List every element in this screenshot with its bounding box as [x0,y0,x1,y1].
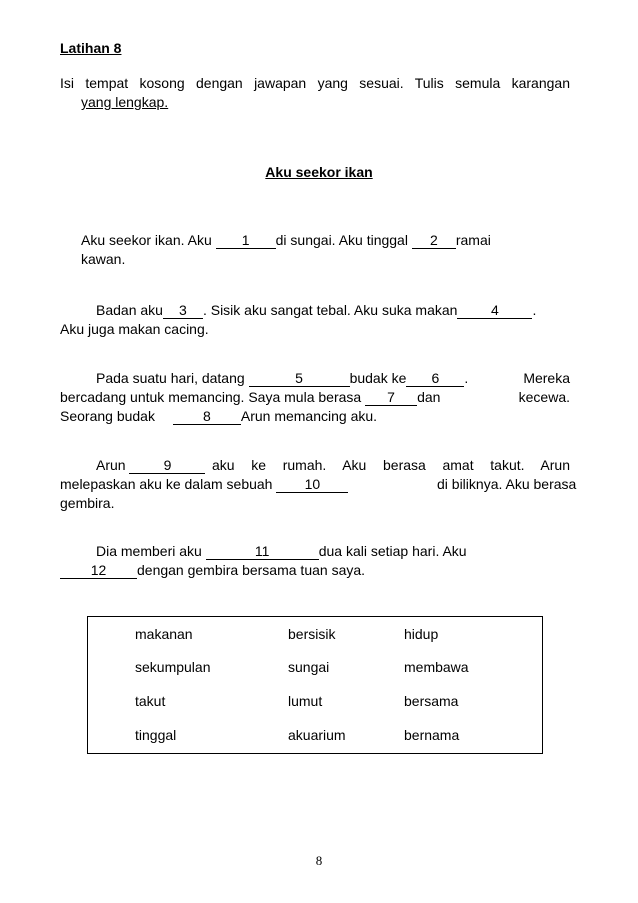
blank-9[interactable]: 9 [129,457,205,474]
word-cell: akuarium [288,727,346,743]
paragraph-4-line-1: Arun 9 aku ke rumah. Aku berasa amat takut. Arun [96,457,570,473]
word-cell: lumut [288,693,323,709]
blank-4[interactable]: 4 [457,302,532,319]
blank-12[interactable]: 12 [60,562,137,579]
word-cell: hidup [404,626,439,642]
essay-title: Aku seekor ikan [265,164,373,180]
blank-8[interactable]: 8 [173,408,241,425]
word-cell: sungai [288,659,330,675]
paragraph-5-line-1: Dia memberi aku 11 dua kali setiap hari. Aku [96,543,467,559]
blank-6[interactable]: 6 [406,370,464,387]
word-bank-box [87,616,543,754]
paragraph-2-line-2: Aku juga makan cacing. [60,321,209,337]
word-cell: bersisik [288,626,336,642]
word-cell: membawa [404,659,469,675]
word-cell: tinggal [135,727,177,743]
blank-3[interactable]: 3 [163,302,203,319]
word-cell: makanan [135,626,193,642]
word-cell: bernama [404,727,460,743]
blank-11[interactable]: 11 [206,543,319,560]
paragraph-2-line-1: Badan aku 3 . Sisik aku sangat tebal. Aku suka makan 4 . [96,302,537,318]
blank-7[interactable]: 7 [365,389,417,406]
instruction-line-1: Isi tempat kosong dengan jawapan yang sesuai. Tulis semula karangan [60,75,570,91]
word-cell: bersama [404,693,459,709]
blank-10[interactable]: 10 [276,476,348,493]
exercise-heading: Latihan 8 [60,40,122,56]
blank-2[interactable]: 2 [412,232,456,249]
paragraph-1-line-1: Aku seekor ikan. Aku 1 di sungai. Aku tinggal 2 ramai [81,232,491,248]
word-cell: takut [135,693,166,709]
paragraph-4-line-3: gembira. [60,495,115,511]
blank-1[interactable]: 1 [216,232,276,249]
word-cell: sekumpulan [135,659,211,675]
paragraph-3-line-2: bercadang untuk memancing. Saya mula berasa 7 dan kecewa. [60,389,570,405]
paragraph-1-line-2: kawan. [81,251,126,267]
paragraph-3-line-3: Seorang budak 8 Arun memancing aku. [60,408,378,424]
paragraph-3-line-1: Pada suatu hari, datang 5 budak ke 6 . Mereka [96,370,570,386]
blank-5[interactable]: 5 [249,370,350,387]
page-number: 8 [315,853,323,868]
paragraph-4-line-2: melepaskan aku ke dalam sebuah 10 di biliknya. Aku berasa [60,476,577,492]
instruction-line-2: yang lengkap. [81,94,169,110]
paragraph-5-line-2: 12 dengan gembira bersama tuan saya. [60,560,365,580]
